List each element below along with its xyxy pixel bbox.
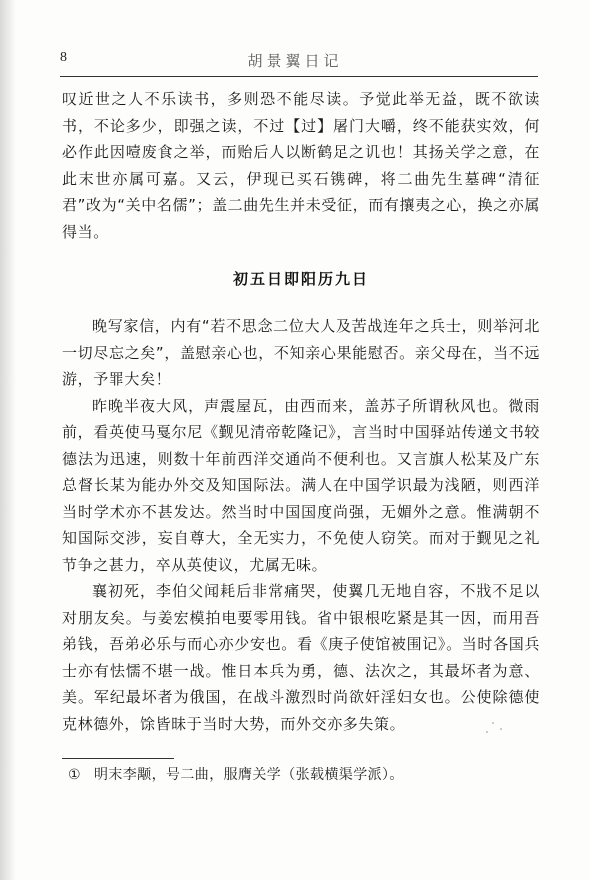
running-title: 胡景翼日记 bbox=[247, 52, 343, 70]
page-header bbox=[60, 48, 530, 74]
continued-paragraph: 叹近世之人不乐读书，多则恐不能尽读。予觉此举无益，既不欲读书，不论多少，即强之读，不过【过】屠门大嚼，终不能获实效，何必作此因噎废食之举，而贻后人以断鹤足之讥也！其扬关学之意，在此末世亦属可嘉。又云，伊现已买石镌碑，将二曲先生墓碑“清征君”改为“关中名儒”；盖二曲先生并未受征，而有攘夷之心，换之亦属得当。 bbox=[62, 90, 540, 241]
paragraph-wind-reading: 昨晚半夜大风，声震屋瓦，由西而来，盖苏子所谓秋风也。微雨前，看英使马戛尔尼《觐见清帝乾隆记》，言当时中国驿站传递文书较德法为迅速，则数十年前西洋交通尚不便利也。又言旗人松某及广东总督长某为能办外交及知国际法。满人在中国学识最为浅陋，则西洋当时学术亦不甚发达。然当时中国国度尚强，无媚外之意。惟满朝不知国际交涉，妄自尊大，全无实力，不免使人窃笑。而对于觐见之礼节争之甚力，卒从英使议，尤属无味。 bbox=[62, 396, 540, 574]
footnote-text: 明末李颙，号二曲，服膺关学（张载横渠学派）。 bbox=[94, 767, 404, 783]
footnote-marker: ① bbox=[68, 767, 81, 783]
body-text-main bbox=[62, 313, 540, 737]
scan-speck bbox=[500, 728, 502, 730]
body-text-top bbox=[62, 86, 540, 245]
page-number: 8 bbox=[60, 50, 67, 65]
scan-speck bbox=[492, 722, 494, 724]
footnote-rule bbox=[62, 758, 174, 759]
page-gutter-shadow bbox=[0, 0, 16, 880]
paragraph-letter: 晚写家信，内有“若不思念二位大人及苦战连年之兵士，则举河北一切尽忘之矣”，盖慰亲心也，不知亲心果能慰否。亲父母在，当不远游，予罪大矣！ bbox=[62, 317, 540, 388]
paragraph-mourning: 襄初死，李伯父闻耗后非常痛哭，使翼几无地自容，不戕不足以对朋友矣。与姜宏模拍电要零用钱。省中银根吃紧是其一因，而用吾弟钱，吾弟必乐与而心亦少安也。看《庚子使馆被围记》。当时各国兵士亦有怯懦不堪一战。惟日本兵为勇，德、法次之，其最坏者为意、美。军纪最坏者为俄国，在战斗激烈时尚欲奸淫妇女也。公使除德使克林德外，馀皆昧于当时大势，而外交亦多失策。 bbox=[62, 582, 540, 733]
footnote bbox=[68, 764, 538, 786]
header-rule bbox=[60, 76, 538, 77]
scan-speck bbox=[486, 731, 488, 733]
section-heading: 初五日即阳历九日 bbox=[232, 270, 369, 288]
